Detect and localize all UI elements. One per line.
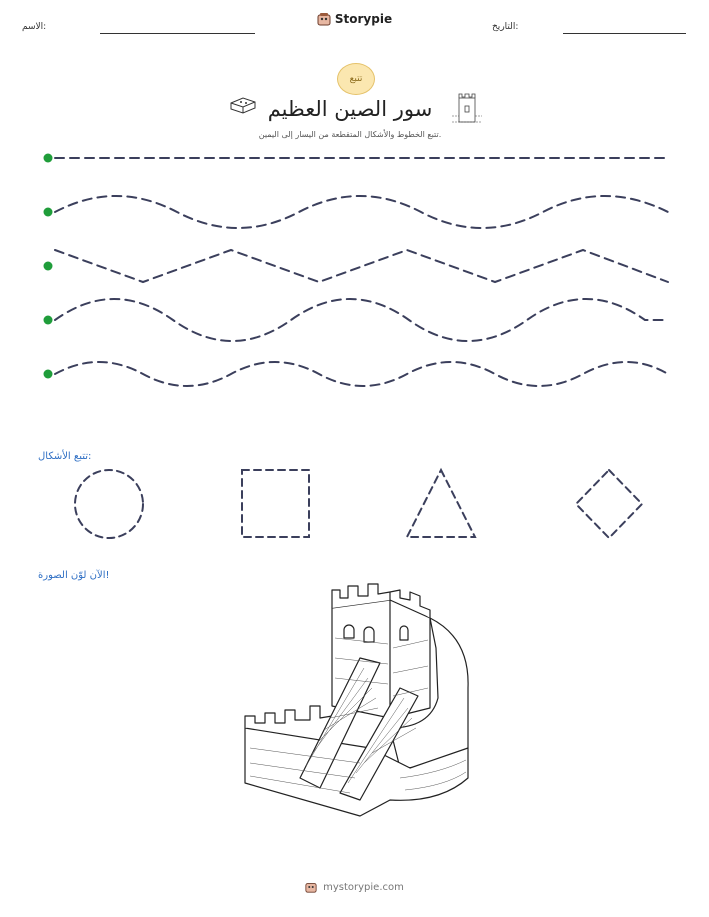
trace-circle[interactable]	[75, 470, 143, 538]
name-label: الاسم:	[22, 22, 47, 32]
instructions: تتبع الخطوط والأشكال المتقطعة من اليسار إلى اليمين.	[258, 130, 442, 139]
trace-badge: تتبع	[337, 63, 375, 95]
start-dot	[44, 370, 53, 379]
brand-name: Storypie	[334, 12, 393, 26]
start-dot	[44, 262, 53, 271]
date-label: التاريخ:	[492, 22, 519, 32]
trace-line-wave-3[interactable]	[55, 362, 668, 386]
shapes-section-label: تتبع الأشكال:	[38, 451, 92, 462]
trace-line-wave-1[interactable]	[55, 196, 668, 228]
trace-triangle[interactable]	[407, 470, 475, 537]
footer	[0, 881, 709, 893]
start-dot	[44, 154, 53, 163]
trace-square[interactable]	[242, 470, 309, 537]
trace-diamond[interactable]	[576, 470, 642, 538]
footer-url[interactable]: mystorypie.com	[323, 881, 404, 893]
trace-line-wave-2[interactable]	[55, 299, 668, 341]
trace-line-zigzag[interactable]	[55, 250, 668, 282]
start-dot	[44, 208, 53, 217]
coloring-section-label: الآن لوّن الصورة!	[38, 570, 110, 581]
tracing-lines	[0, 0, 709, 420]
page-title: سور الصين العظيم	[267, 97, 433, 121]
great-wall-illustration	[240, 578, 480, 823]
shapes-row	[0, 460, 709, 550]
start-dot	[44, 316, 53, 325]
storypie-logo-icon	[305, 881, 317, 893]
